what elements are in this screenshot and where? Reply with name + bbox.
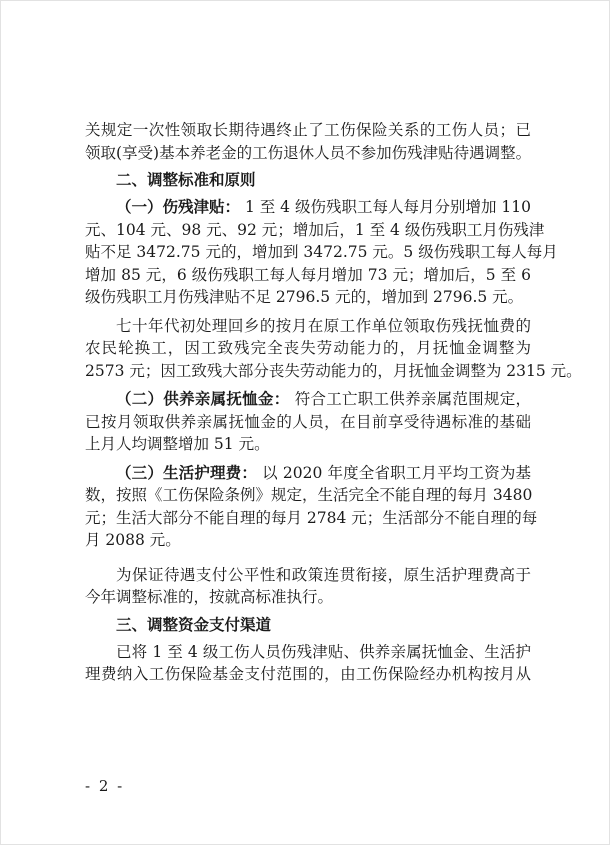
body-line: 理费纳入工伤保险基金支付范围的，由工伤保险经办机构按月从 — [85, 665, 531, 683]
body-line: 领取(享受)基本养老金的工伤退休人员不参加伤残津贴待遇调整。 — [85, 143, 532, 162]
item-label: （二）供养亲属抚恤金： — [116, 390, 290, 408]
paragraph-nursing-fee — [85, 462, 531, 485]
body-line: 贴不足 3472.75 元的，增加到 3472.75 元。5 级伤残职工每人每月 — [85, 243, 558, 261]
section-heading-3: 三、调整资金支付渠道 — [116, 615, 272, 634]
section-heading-2: 二、调整标准和原则 — [116, 171, 256, 189]
body-line: 已将 1 至 4 级工伤人员伤残津贴、供养亲属抚恤金、生活护 — [116, 642, 531, 661]
item-label: （三）生活护理费： — [116, 463, 258, 482]
body-line: 月 2088 元。 — [85, 531, 181, 549]
body-line: 关规定一次性领取长期待遇终止了工伤保险关系的工伤人员；已 — [85, 121, 531, 139]
paragraph-disability-allowance — [85, 196, 531, 219]
item-text: 1 至 4 级伤残职工每人每月分别增加 110 — [244, 198, 531, 216]
item-text: 以 2020 年度全省职工月平均工资为基 — [262, 463, 531, 482]
page-number: - 2 - — [85, 777, 125, 795]
body-line: 级伤残职工月伤残津贴不足 2796.5 元的，增加到 2796.5 元。 — [85, 288, 524, 306]
body-line: 农民轮换工，因工致残完全丧失劳动能力的，月抚恤金调整为 — [85, 339, 531, 357]
body-line: 数，按照《工伤保险条例》规定，生活完全不能自理的每月 3480 — [85, 486, 533, 504]
body-line: 2573 元；因工致残大部分丧失劳动能力的，月抚恤金调整为 2315 元。 — [85, 361, 582, 380]
body-line: 上月人均调整增加 51 元。 — [85, 435, 270, 453]
body-line: 今年调整标准的，按就高标准执行。 — [85, 588, 334, 606]
item-text: 符合工亡职工供养亲属范围规定， — [294, 390, 531, 408]
body-line: 增加 85 元，6 级伤残职工每人每月增加 73 元；增加后，5 至 6 — [85, 265, 531, 284]
body-line: 元；生活大部分不能自理的每月 2784 元；生活部分不能自理的每 — [85, 508, 538, 527]
body-line: 元、104 元、98 元、92 元；增加后，1 至 4 级伤残职工月伤残津 — [85, 220, 545, 239]
item-label: （一）伤残津贴： — [116, 198, 241, 216]
body-line: 为保证待遇支付公平性和政策连贯衔接，原生活护理费高于 — [116, 565, 531, 584]
paragraph-dependent-pension — [85, 388, 531, 411]
body-line: 七十年代初处理回乡的按月在原工作单位领取伤残抚恤费的 — [116, 316, 531, 335]
body-line: 已按月领取供养亲属抚恤金的人员，在目前享受待遇标准的基础 — [85, 412, 531, 431]
document-body — [85, 119, 582, 686]
